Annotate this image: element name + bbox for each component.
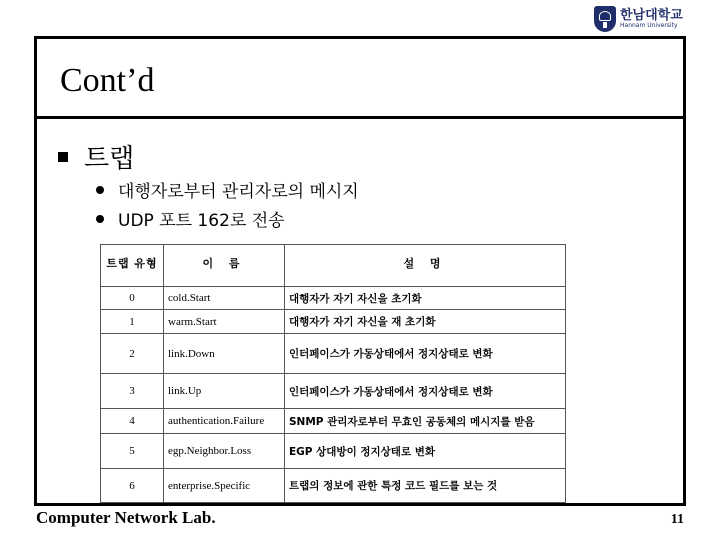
title-divider	[36, 116, 684, 119]
trap-type: 4	[101, 409, 164, 434]
trap-name: link.Down	[164, 334, 285, 374]
square-bullet-icon	[58, 152, 68, 162]
trap-type: 5	[101, 434, 164, 469]
table-row	[101, 409, 566, 434]
trap-desc: SNMP 관리자로부터 무효인 공동체의 메시지를 받음	[285, 409, 566, 434]
round-bullet-icon	[96, 215, 104, 223]
trap-desc: 인터페이스가 가동상태에서 정지상태로 변화	[285, 374, 566, 409]
trap-name: cold.Start	[164, 287, 285, 310]
slide-title: Cont’d	[60, 62, 155, 99]
trap-desc: 트랩의 정보에 관한 특정 코드 필드를 보는 것	[285, 469, 566, 503]
table-row	[101, 434, 566, 469]
logo-korean: 한남대학교	[620, 8, 683, 23]
trap-type: 6	[101, 469, 164, 503]
subbullet-1	[96, 177, 359, 202]
trap-desc: 대행자가 자기 자신을 초기화	[285, 287, 566, 310]
trap-name: egp.Neighbor.Loss	[164, 434, 285, 469]
trap-type: 2	[101, 334, 164, 374]
trap-type: 0	[101, 287, 164, 310]
subbullet-2	[96, 206, 285, 231]
bullet-text: 트랩	[84, 144, 135, 174]
trap-name: warm.Start	[164, 310, 285, 334]
subbullet-text: 대행자로부터 관리자로의 메시지	[118, 182, 359, 202]
table-row	[101, 287, 566, 310]
trap-name: authentication.Failure	[164, 409, 285, 434]
table-row	[101, 334, 566, 374]
trap-name: link.Up	[164, 374, 285, 409]
trap-desc: 인터페이스가 가동상태에서 정지상태로 변화	[285, 334, 566, 374]
table-row	[101, 310, 566, 334]
university-logo	[594, 4, 690, 34]
university-emblem-icon	[594, 6, 616, 32]
trap-name: enterprise.Specific	[164, 469, 285, 503]
header-desc: 설 명	[285, 245, 566, 287]
logo-english: Hannam University	[620, 22, 678, 29]
table-header-row	[101, 245, 566, 287]
subbullet-text: UDP 포트 162로 전송	[118, 211, 285, 231]
trap-desc: EGP 상대방이 정지상태로 변화	[285, 434, 566, 469]
bullet-trap	[58, 138, 134, 175]
header-name: 이 름	[164, 245, 285, 287]
trap-desc: 대행자가 자기 자신을 재 초기화	[285, 310, 566, 334]
trap-type: 1	[101, 310, 164, 334]
page-number: 11	[670, 512, 684, 527]
round-bullet-icon	[96, 186, 104, 194]
trap-type: 3	[101, 374, 164, 409]
table-row	[101, 469, 566, 503]
trap-table	[100, 244, 566, 503]
footer-lab-name: Computer Network Lab.	[36, 508, 216, 527]
header-type: 트랩 유형	[101, 245, 164, 287]
table-row	[101, 374, 566, 409]
